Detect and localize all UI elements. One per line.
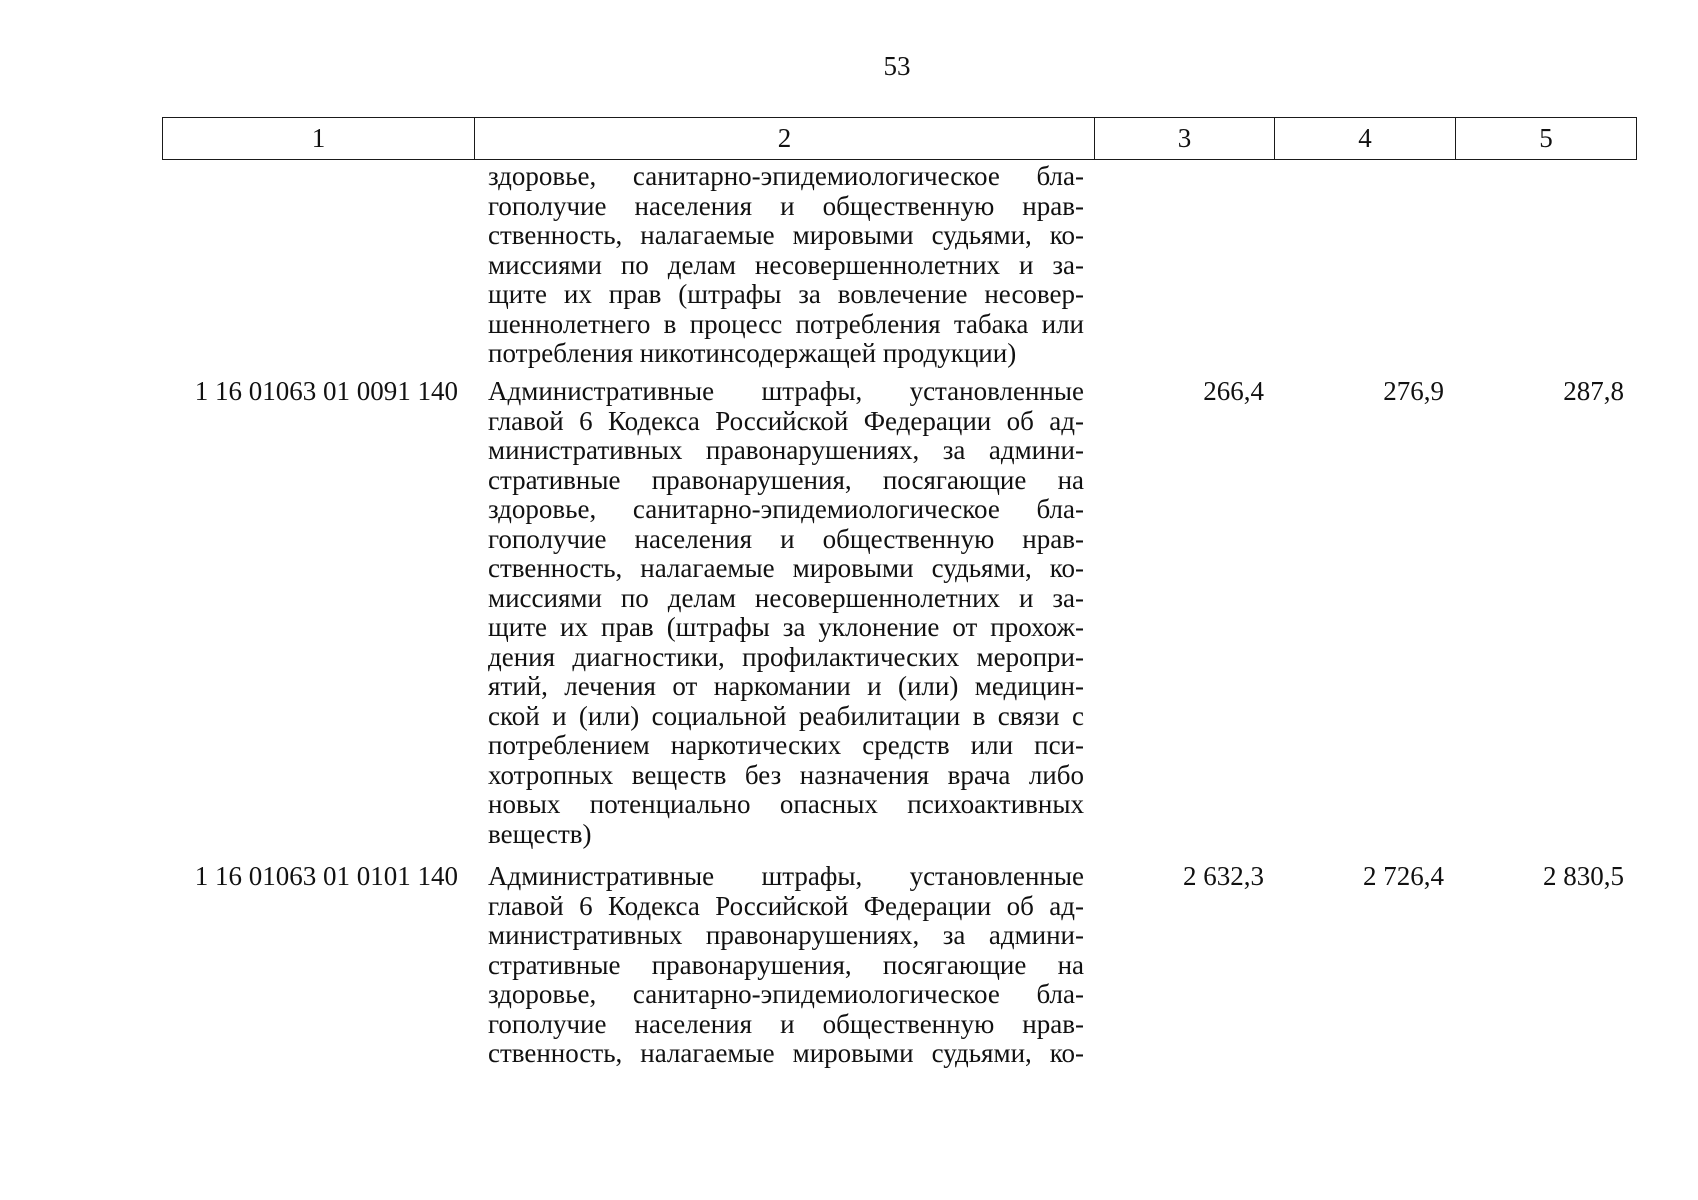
value-col-3: 2 632,3 <box>1183 861 1264 891</box>
description-line: ственность, налагаемые мировыми судьями, ко- <box>488 553 1084 583</box>
description-line: Административные штрафы, установленные <box>488 861 1084 891</box>
description-line: миссиями по делам несовершеннолетних и за- <box>488 582 1084 613</box>
description-line: здоровье, санитарно-эпидемиологическое бла- <box>488 979 1084 1009</box>
row-description <box>488 162 1084 369</box>
description-line: здоровье, санитарно-эпидемиологическое бла- <box>488 161 1084 191</box>
page-number: 53 <box>883 51 911 81</box>
description-line: щите их прав (штрафы за вовлечение несовер- <box>488 279 1084 309</box>
row-description <box>488 862 1084 1069</box>
description-line: миссиями по делам несовершеннолетних и за- <box>488 249 1084 280</box>
header-col-3: 3 <box>1095 118 1275 160</box>
description-line: ской и (или) социальной реабилитации в связи с <box>488 700 1084 731</box>
description-line: ственность, налагаемые мировыми судьями, ко- <box>488 220 1084 250</box>
description-line: щите их прав (штрафы за уклонение от прохож- <box>488 612 1084 642</box>
row-description <box>488 377 1084 849</box>
description-line: хотропных веществ без назначения врача либо <box>488 759 1084 790</box>
table-header <box>162 117 1637 160</box>
description-line: гополучие населения и общественную нрав- <box>488 190 1084 221</box>
description-line: новых потенциально опасных психоактивных <box>488 789 1084 819</box>
description-line: главой 6 Кодекса Российской Федерации об ад- <box>488 405 1084 436</box>
description-line: гополучие населения и общественную нрав- <box>488 1008 1084 1039</box>
description-line: потребления никотинсодержащей продукции) <box>488 338 1017 368</box>
value-col-4: 276,9 <box>1383 376 1444 406</box>
description-line: ятий, лечения от наркомании и (или) медицин- <box>488 671 1084 701</box>
description-line: министративных правонарушениях, за админи- <box>488 920 1084 950</box>
header-col-1: 1 <box>163 118 475 160</box>
row-code: 1 16 01063 01 0091 140 <box>194 376 458 406</box>
description-line: министративных правонарушениях, за админи- <box>488 435 1084 465</box>
description-line: потреблением наркотических средств или пси- <box>488 730 1084 760</box>
description-line: стративные правонарушения, посягающие на <box>488 949 1084 980</box>
description-line: веществ) <box>488 818 592 849</box>
description-line: Административные штрафы, установленные <box>488 376 1084 406</box>
description-line: дения диагностики, профилактических меропри- <box>488 641 1084 672</box>
description-line: здоровье, санитарно-эпидемиологическое бла- <box>488 494 1084 524</box>
value-col-5: 2 830,5 <box>1543 861 1624 891</box>
header-col-5: 5 <box>1456 118 1637 160</box>
value-col-5: 287,8 <box>1563 376 1624 406</box>
description-line: стративные правонарушения, посягающие на <box>488 464 1084 495</box>
header-col-4: 4 <box>1275 118 1456 160</box>
value-col-3: 266,4 <box>1203 376 1264 406</box>
row-code: 1 16 01063 01 0101 140 <box>194 861 458 891</box>
description-line: шеннолетнего в процесс потребления табака или <box>488 308 1084 339</box>
description-line: ственность, налагаемые мировыми судьями, ко- <box>488 1038 1084 1068</box>
header-col-2: 2 <box>475 118 1095 160</box>
description-line: главой 6 Кодекса Российской Федерации об ад- <box>488 890 1084 921</box>
value-col-4: 2 726,4 <box>1363 861 1444 891</box>
description-line: гополучие населения и общественную нрав- <box>488 523 1084 554</box>
